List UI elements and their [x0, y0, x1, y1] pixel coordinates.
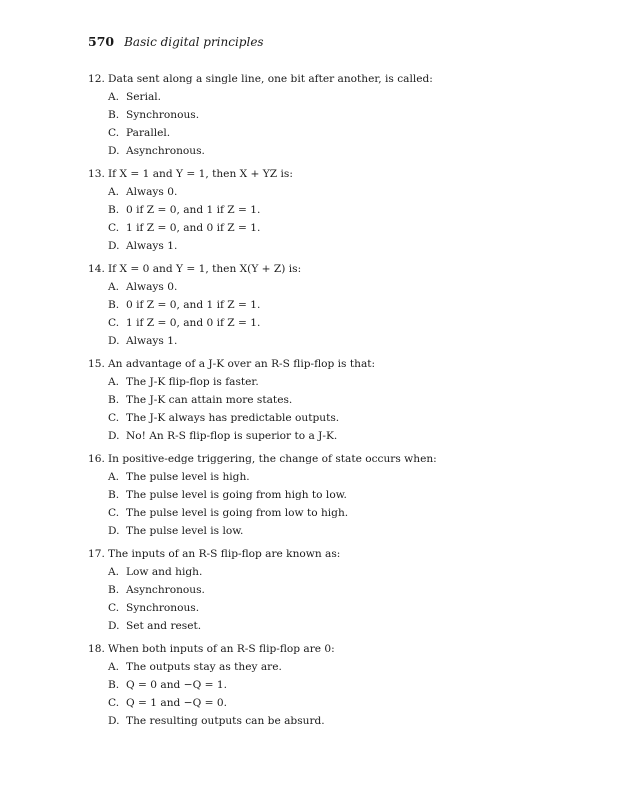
option-text: The pulse level is low. — [126, 525, 244, 537]
answer-option — [88, 712, 588, 730]
answer-option — [88, 219, 588, 237]
question-stem — [88, 70, 588, 88]
answer-option — [88, 391, 588, 409]
option-text: The pulse level is going from high to low. — [126, 489, 347, 501]
option-text: Serial. — [126, 91, 162, 103]
option-text: Low and high. — [126, 566, 203, 578]
option-letter: C. — [108, 222, 120, 234]
answer-option — [88, 332, 588, 350]
option-letter: A. — [108, 376, 120, 388]
question-2 — [88, 165, 588, 255]
answer-option — [88, 581, 588, 599]
question-5 — [88, 450, 588, 540]
option-text: The J-K flip-flop is faster. — [126, 376, 259, 388]
answer-option — [88, 409, 588, 427]
option-letter: D. — [108, 430, 120, 442]
question-text: An advantage of a J-K over an R-S flip-flop is that: — [108, 358, 376, 370]
option-letter: A. — [108, 471, 120, 483]
option-letter: A. — [108, 661, 120, 673]
answer-option — [88, 658, 588, 676]
option-text: 0 if Z = 0, and 1 if Z = 1. — [126, 204, 261, 216]
question-list — [88, 70, 588, 735]
option-letter: D. — [108, 715, 120, 727]
question-number: 16. — [88, 453, 105, 465]
option-text: Set and reset. — [126, 620, 202, 632]
running-header — [88, 34, 264, 52]
answer-option — [88, 296, 588, 314]
question-number: 12. — [88, 73, 105, 85]
answer-option — [88, 373, 588, 391]
option-letter: A. — [108, 566, 120, 578]
answer-option — [88, 694, 588, 712]
option-letter: B. — [108, 679, 120, 691]
answer-option — [88, 142, 588, 160]
question-number: 17. — [88, 548, 105, 560]
option-letter: D. — [108, 525, 120, 537]
option-letter: C. — [108, 127, 120, 139]
option-letter: A. — [108, 281, 120, 293]
option-text: Always 1. — [126, 240, 178, 252]
option-text: The pulse level is high. — [126, 471, 250, 483]
option-text: The J-K can attain more states. — [126, 394, 293, 406]
answer-option — [88, 237, 588, 255]
option-letter: C. — [108, 697, 120, 709]
option-letter: B. — [108, 489, 120, 501]
option-letter: D. — [108, 240, 120, 252]
question-text: Data sent along a single line, one bit after another, is called: — [108, 73, 433, 85]
option-text: No! An R-S flip-flop is superior to a J-K. — [126, 430, 338, 442]
running-title: Basic digital principles — [124, 35, 264, 49]
answer-option — [88, 617, 588, 635]
answer-option — [88, 314, 588, 332]
option-text: The pulse level is going from low to high. — [126, 507, 349, 519]
question-text: In positive-edge triggering, the change of state occurs when: — [108, 453, 437, 465]
answer-option — [88, 88, 588, 106]
option-letter: C. — [108, 412, 120, 424]
question-text: The inputs of an R-S flip-flop are known as: — [108, 548, 341, 560]
option-text: 0 if Z = 0, and 1 if Z = 1. — [126, 299, 261, 311]
option-text: Q = 1 and −Q = 0. — [126, 697, 227, 709]
question-number: 13. — [88, 168, 105, 180]
answer-option — [88, 522, 588, 540]
option-text: 1 if Z = 0, and 0 if Z = 1. — [126, 222, 261, 234]
option-text: Always 1. — [126, 335, 178, 347]
question-4 — [88, 355, 588, 445]
option-letter: A. — [108, 186, 120, 198]
option-letter: B. — [108, 109, 120, 121]
option-text: The resulting outputs can be absurd. — [126, 715, 325, 727]
question-1 — [88, 70, 588, 160]
question-number: 18. — [88, 643, 105, 655]
question-6 — [88, 545, 588, 635]
answer-option — [88, 427, 588, 445]
option-letter: C. — [108, 317, 120, 329]
option-letter: B. — [108, 584, 120, 596]
option-text: 1 if Z = 0, and 0 if Z = 1. — [126, 317, 261, 329]
option-text: Parallel. — [126, 127, 171, 139]
option-text: Always 0. — [126, 281, 178, 293]
option-text: Always 0. — [126, 186, 178, 198]
option-text: Synchronous. — [126, 109, 200, 121]
question-stem — [88, 355, 588, 373]
answer-option — [88, 504, 588, 522]
question-number: 15. — [88, 358, 105, 370]
question-stem — [88, 450, 588, 468]
answer-option — [88, 599, 588, 617]
option-letter: A. — [108, 91, 120, 103]
option-text: Asynchronous. — [126, 145, 205, 157]
answer-option — [88, 563, 588, 581]
option-letter: D. — [108, 620, 120, 632]
question-stem — [88, 260, 588, 278]
option-letter: D. — [108, 145, 120, 157]
question-stem — [88, 640, 588, 658]
option-text: Asynchronous. — [126, 584, 205, 596]
answer-option — [88, 486, 588, 504]
option-letter: D. — [108, 335, 120, 347]
answer-option — [88, 278, 588, 296]
option-letter: B. — [108, 394, 120, 406]
option-letter: C. — [108, 507, 120, 519]
answer-option — [88, 676, 588, 694]
option-letter: B. — [108, 299, 120, 311]
option-text: Q = 0 and −Q = 1. — [126, 679, 227, 691]
question-text: If X = 0 and Y = 1, then X(Y + Z) is: — [108, 263, 302, 275]
option-letter: C. — [108, 602, 120, 614]
answer-option — [88, 201, 588, 219]
question-number: 14. — [88, 263, 105, 275]
page-number: 570 — [88, 34, 115, 49]
question-text: If X = 1 and Y = 1, then X + YZ is: — [108, 168, 293, 180]
option-letter: B. — [108, 204, 120, 216]
option-text: Synchronous. — [126, 602, 200, 614]
answer-option — [88, 468, 588, 486]
question-stem — [88, 165, 588, 183]
answer-option — [88, 106, 588, 124]
answer-option — [88, 124, 588, 142]
answer-option — [88, 183, 588, 201]
question-text: When both inputs of an R-S flip-flop are 0: — [108, 643, 335, 655]
option-text: The outputs stay as they are. — [126, 661, 282, 673]
question-7 — [88, 640, 588, 730]
question-stem — [88, 545, 588, 563]
question-3 — [88, 260, 588, 350]
option-text: The J-K always has predictable outputs. — [126, 412, 340, 424]
